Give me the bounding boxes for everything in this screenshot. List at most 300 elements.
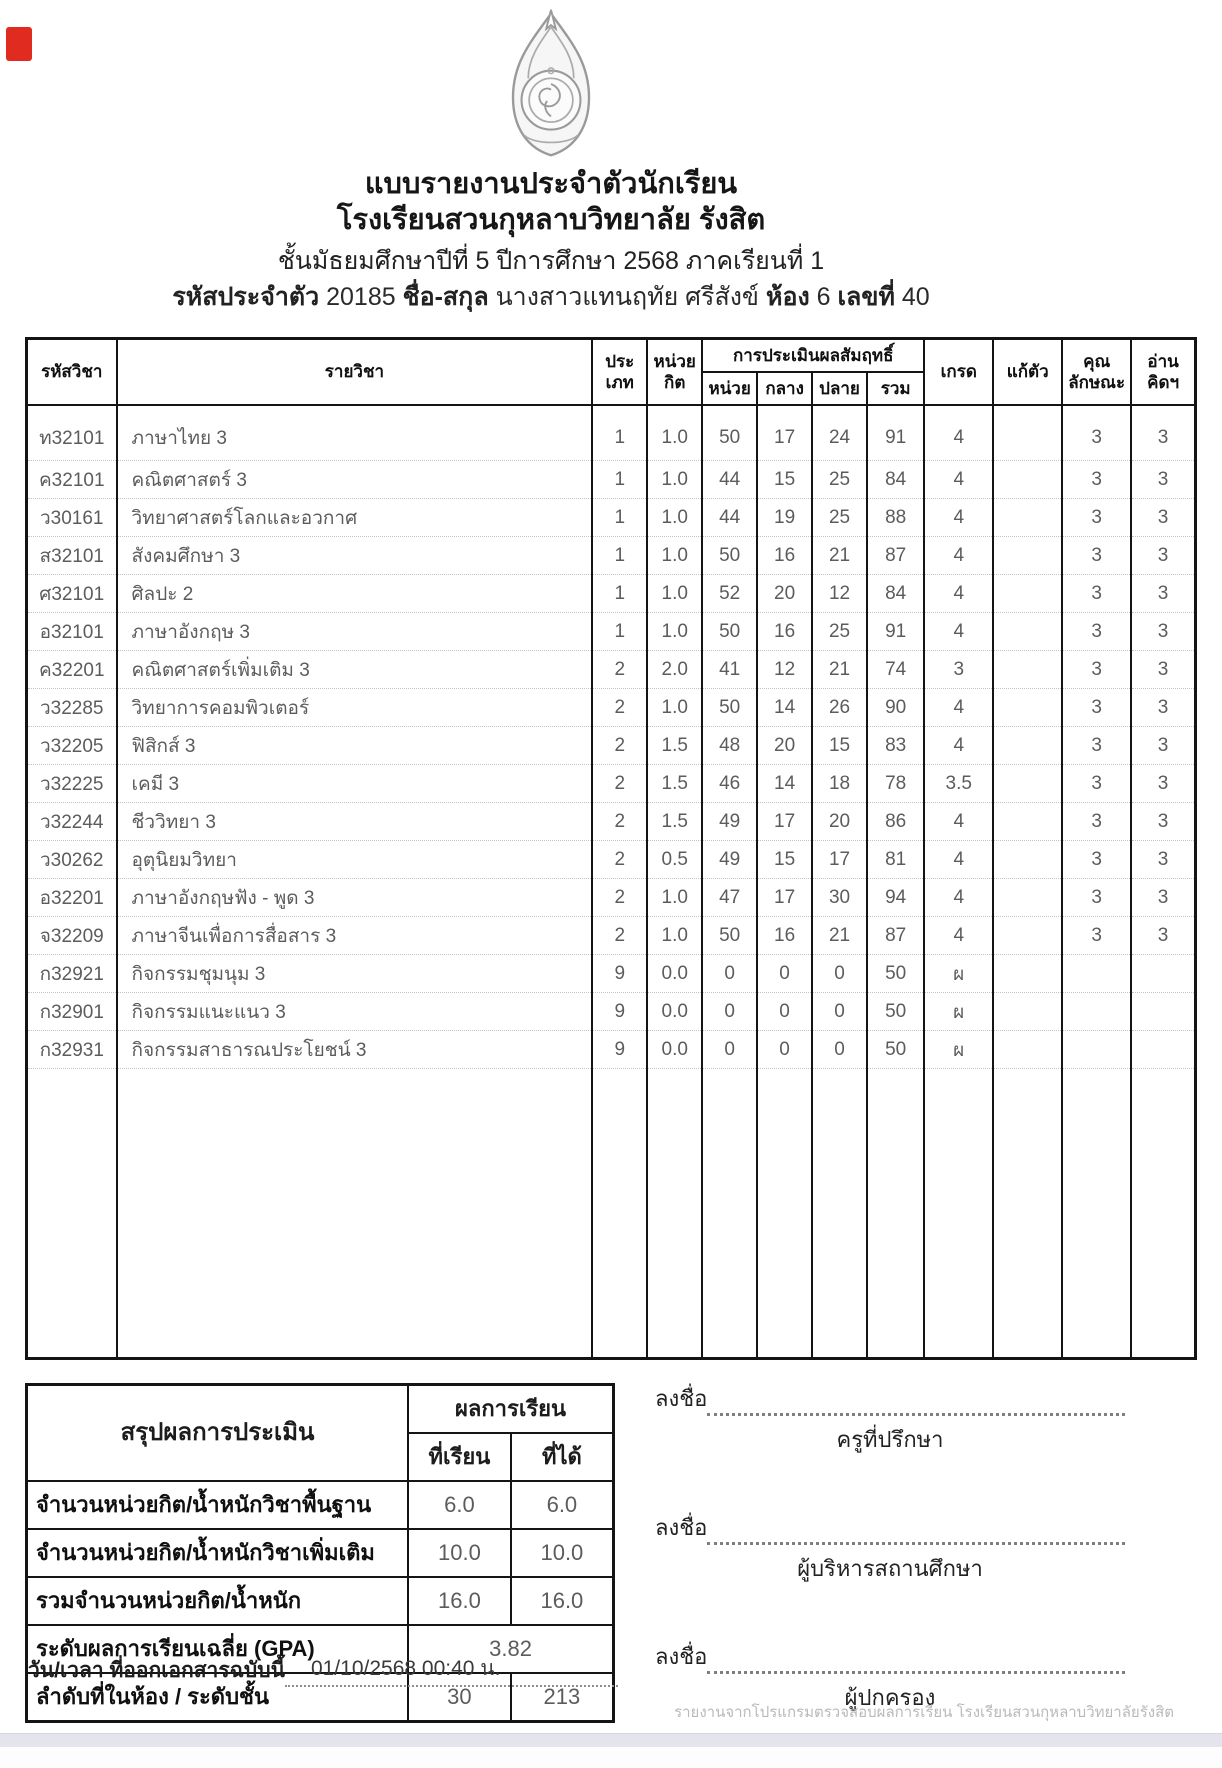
cell-credit: 1.0 (647, 917, 702, 955)
filler-cell (757, 1069, 812, 1359)
cell-grade: 4 (924, 803, 993, 841)
room-label: ห้อง (765, 283, 810, 311)
cell-midterm-score: 0 (757, 993, 812, 1031)
table-row (27, 499, 1196, 537)
table-row (27, 765, 1196, 803)
cell-subject-name: สังคมศึกษา 3 (117, 537, 593, 575)
cell-type: 2 (592, 803, 647, 841)
cell-retake (993, 727, 1062, 765)
cell-retake (993, 879, 1062, 917)
cell-midterm-score: 14 (757, 765, 812, 803)
rank-label: ลำดับที่ในห้อง / ระดับชั้น (27, 1673, 409, 1722)
signature-line (655, 1639, 1125, 1674)
gpa-label: ระดับผลการเรียนเฉลี่ย (GPA) (27, 1625, 409, 1673)
issue-date-label: วัน/เวลา ที่ออกเอกสารฉบับนี้ (28, 1659, 285, 1682)
cell-subject-name: ศิลปะ 2 (117, 575, 593, 613)
cell-final-score: 12 (812, 575, 867, 613)
cell-subject-code: ก32921 (27, 955, 117, 993)
cell-final-score: 21 (812, 537, 867, 575)
cell-unit-score: 47 (702, 879, 757, 917)
cell-attribute (1062, 955, 1131, 993)
cell-total-score: 90 (867, 689, 924, 727)
cell-subject-name: ชีววิทยา 3 (117, 803, 593, 841)
student-id-label: รหัสประจำตัว (172, 283, 320, 311)
sign-label: ลงชื่อ (655, 1644, 708, 1669)
cell-subject-name: กิจกรรมชุมนุม 3 (117, 955, 593, 993)
cell-grade: 4 (924, 841, 993, 879)
col-header-reading-l1: อ่าน (1147, 351, 1179, 371)
cell-midterm-score: 14 (757, 689, 812, 727)
cell-reading: 3 (1131, 765, 1195, 803)
cell-attribute: 3 (1062, 575, 1131, 613)
cell-type: 2 (592, 765, 647, 803)
cell-type: 2 (592, 651, 647, 689)
cell-reading: 3 (1131, 689, 1195, 727)
report-header (0, 8, 1102, 314)
footer-note: รายงานจากโปรแกรมตรวจสอบผลการเรียน โรงเรียนสวนกุหลาบวิทยาลัยรังสิต (674, 1704, 1174, 1721)
signature-director (655, 1510, 1125, 1586)
cell-retake (993, 689, 1062, 727)
cell-subject-name: อุตุนิยมวิทยา (117, 841, 593, 879)
table-row (27, 537, 1196, 575)
cell-retake (993, 917, 1062, 955)
cell-total-score: 91 (867, 613, 924, 651)
cell-attribute: 3 (1062, 841, 1131, 879)
cell-subject-code: ท32101 (27, 405, 117, 461)
cell-final-score: 21 (812, 651, 867, 689)
table-row (27, 841, 1196, 879)
cell-credit: 0.0 (647, 1031, 702, 1069)
cell-subject-code: ส32101 (27, 537, 117, 575)
cell-retake (993, 405, 1062, 461)
cell-credit: 1.0 (647, 405, 702, 461)
cell-midterm-score: 19 (757, 499, 812, 537)
student-name-label: ชื่อ-สกุล (402, 283, 489, 311)
cell-grade: 3.5 (924, 765, 993, 803)
signature-role: ผู้ปกครอง (844, 1685, 936, 1710)
cell-type: 2 (592, 689, 647, 727)
cell-midterm-score: 0 (757, 1031, 812, 1069)
cell-unit-score: 49 (702, 803, 757, 841)
cell-grade: 4 (924, 499, 993, 537)
cell-reading: 3 (1131, 461, 1195, 499)
issue-date-line (28, 1652, 618, 1687)
cell-attribute: 3 (1062, 879, 1131, 917)
cell-subject-name: วิทยาศาสตร์โลกและอวกาศ (117, 499, 593, 537)
col-header-type-l2: เภท (605, 373, 634, 392)
cell-unit-score: 50 (702, 689, 757, 727)
cell-retake (993, 613, 1062, 651)
signature-advisor (655, 1381, 1125, 1457)
cell-final-score: 21 (812, 917, 867, 955)
signature-dotted-line (707, 1518, 1125, 1545)
cell-subject-code: ว32244 (27, 803, 117, 841)
cell-total-score: 83 (867, 727, 924, 765)
cell-total-score: 50 (867, 993, 924, 1031)
grades-table (25, 337, 1197, 1360)
cell-type: 2 (592, 917, 647, 955)
cell-subject-code: ว30262 (27, 841, 117, 879)
room-rank-value: 30 (408, 1673, 511, 1722)
cell-total-score: 84 (867, 461, 924, 499)
cell-attribute: 3 (1062, 461, 1131, 499)
cell-grade: 4 (924, 405, 993, 461)
cell-subject-code: ว32285 (27, 689, 117, 727)
summary-label: จำนวนหน่วยกิต/น้ำหนักวิชาพื้นฐาน (27, 1481, 409, 1529)
cell-midterm-score: 12 (757, 651, 812, 689)
cell-reading: 3 (1131, 841, 1195, 879)
cell-retake (993, 955, 1062, 993)
cell-final-score: 20 (812, 803, 867, 841)
summary-title: สรุปผลการประเมิน (27, 1385, 409, 1482)
filler-cell (867, 1069, 924, 1359)
filler-cell (993, 1069, 1062, 1359)
signature-role: ผู้บริหารสถานศึกษา (797, 1556, 983, 1581)
cell-grade: 4 (924, 461, 993, 499)
table-row (27, 917, 1196, 955)
table-row (27, 405, 1196, 461)
filler-cell (647, 1069, 702, 1359)
cell-attribute: 3 (1062, 651, 1131, 689)
cell-type: 1 (592, 613, 647, 651)
cell-midterm-score: 20 (757, 727, 812, 765)
cell-total-score: 91 (867, 405, 924, 461)
cell-type: 1 (592, 499, 647, 537)
cell-subject-name: ภาษาไทย 3 (117, 405, 593, 461)
cell-retake (993, 765, 1062, 803)
cell-credit: 2.0 (647, 651, 702, 689)
cell-attribute: 3 (1062, 499, 1131, 537)
cell-reading: 3 (1131, 803, 1195, 841)
cell-retake (993, 993, 1062, 1031)
cell-unit-score: 50 (702, 917, 757, 955)
cell-credit: 1.5 (647, 727, 702, 765)
table-row (27, 1031, 1196, 1069)
cell-retake (993, 1031, 1062, 1069)
cell-subject-code: ก32901 (27, 993, 117, 1031)
cell-midterm-score: 16 (757, 613, 812, 651)
cell-reading (1131, 993, 1195, 1031)
summary-earned-value: 16.0 (511, 1577, 614, 1625)
cell-total-score: 50 (867, 955, 924, 993)
cell-midterm-score: 16 (757, 917, 812, 955)
cell-subject-name: ภาษาอังกฤษฟัง - พูด 3 (117, 879, 593, 917)
cell-subject-code: อ32201 (27, 879, 117, 917)
cell-total-score: 87 (867, 917, 924, 955)
cell-grade: 4 (924, 879, 993, 917)
cell-credit: 1.0 (647, 613, 702, 651)
table-row (27, 727, 1196, 765)
sign-label: ลงชื่อ (655, 1515, 708, 1540)
cell-credit: 1.0 (647, 537, 702, 575)
seat-number-label: เลขที่ (837, 283, 895, 311)
col-header-type-l1: ประ (605, 351, 635, 371)
cell-credit: 1.0 (647, 575, 702, 613)
filler-cell (117, 1069, 593, 1359)
table-row (27, 461, 1196, 499)
cell-final-score: 24 (812, 405, 867, 461)
cell-reading: 3 (1131, 879, 1195, 917)
cell-midterm-score: 0 (757, 955, 812, 993)
cell-grade: 3 (924, 651, 993, 689)
cell-credit: 1.5 (647, 803, 702, 841)
cell-grade: 4 (924, 575, 993, 613)
cell-grade: ผ (924, 993, 993, 1031)
cell-final-score: 15 (812, 727, 867, 765)
filler-cell (702, 1069, 757, 1359)
cell-retake (993, 537, 1062, 575)
cell-unit-score: 44 (702, 461, 757, 499)
cell-final-score: 25 (812, 499, 867, 537)
seat-number-value: 40 (901, 283, 930, 311)
cell-unit-score: 0 (702, 1031, 757, 1069)
cell-subject-code: จ32209 (27, 917, 117, 955)
col-header-reading-l2: คิดฯ (1147, 373, 1180, 392)
cell-reading: 3 (1131, 405, 1195, 461)
cell-attribute (1062, 1031, 1131, 1069)
cell-final-score: 18 (812, 765, 867, 803)
grades-body (27, 405, 1196, 1359)
col-header-retake: แก้ตัว (993, 339, 1062, 406)
class-line: ชั้นมัธยมศึกษาปีที่ 5 ปีการศึกษา 2568 ภาคเรียนที่ 1 (277, 246, 825, 275)
cell-final-score: 0 (812, 1031, 867, 1069)
summary-earned-value: 10.0 (511, 1529, 614, 1577)
cell-credit: 0.0 (647, 955, 702, 993)
cell-attribute: 3 (1062, 613, 1131, 651)
summary-col-enrolled: ที่เรียน (408, 1433, 511, 1481)
cell-reading (1131, 955, 1195, 993)
cell-subject-code: ว32225 (27, 765, 117, 803)
cell-final-score: 25 (812, 613, 867, 651)
cell-midterm-score: 15 (757, 841, 812, 879)
cell-credit: 1.0 (647, 461, 702, 499)
cell-type: 9 (592, 955, 647, 993)
cell-type: 1 (592, 461, 647, 499)
cell-attribute: 3 (1062, 689, 1131, 727)
cell-final-score: 25 (812, 461, 867, 499)
cell-unit-score: 50 (702, 613, 757, 651)
cell-total-score: 84 (867, 575, 924, 613)
table-row (27, 651, 1196, 689)
cell-retake (993, 803, 1062, 841)
filler-cell (924, 1069, 993, 1359)
cell-type: 9 (592, 1031, 647, 1069)
cell-unit-score: 52 (702, 575, 757, 613)
summary-col-earned: ที่ได้ (511, 1433, 614, 1481)
cell-credit: 1.5 (647, 765, 702, 803)
cell-unit-score: 41 (702, 651, 757, 689)
col-header-type (592, 339, 647, 406)
cell-credit: 0.5 (647, 841, 702, 879)
cell-midterm-score: 17 (757, 405, 812, 461)
cell-attribute: 3 (1062, 727, 1131, 765)
summary-row-basic (27, 1481, 614, 1529)
school-crest-icon (503, 8, 599, 160)
cell-midterm-score: 16 (757, 537, 812, 575)
cell-unit-score: 0 (702, 993, 757, 1031)
cell-credit: 0.0 (647, 993, 702, 1031)
cell-subject-code: ค32201 (27, 651, 117, 689)
table-row (27, 613, 1196, 651)
cell-subject-code: ว30161 (27, 499, 117, 537)
cell-type: 9 (592, 993, 647, 1031)
student-id-value: 20185 (326, 283, 396, 311)
signature-line (655, 1510, 1125, 1545)
filler-cell (1131, 1069, 1195, 1359)
cell-grade: 4 (924, 689, 993, 727)
col-header-attribute (1062, 339, 1131, 406)
cell-subject-name: กิจกรรมแนะแนว 3 (117, 993, 593, 1031)
cell-subject-code: อ32101 (27, 613, 117, 651)
table-row (27, 689, 1196, 727)
filler-cell (27, 1069, 117, 1359)
cell-type: 2 (592, 841, 647, 879)
summary-enrolled-value: 16.0 (408, 1577, 511, 1625)
cell-retake (993, 499, 1062, 537)
cell-final-score: 26 (812, 689, 867, 727)
col-header-assessment-total: รวม (867, 372, 924, 405)
cell-subject-code: ศ32101 (27, 575, 117, 613)
cell-reading: 3 (1131, 651, 1195, 689)
cell-subject-code: ก32931 (27, 1031, 117, 1069)
cell-unit-score: 46 (702, 765, 757, 803)
cell-final-score: 17 (812, 841, 867, 879)
summary-earned-value: 6.0 (511, 1481, 614, 1529)
cell-midterm-score: 17 (757, 803, 812, 841)
cell-subject-name: ภาษาจีนเพื่อการสื่อสาร 3 (117, 917, 593, 955)
cell-grade: 4 (924, 727, 993, 765)
level-rank-value: 213 (511, 1673, 614, 1722)
cell-grade: ผ (924, 1031, 993, 1069)
filler-cell (592, 1069, 647, 1359)
cell-subject-code: ว32205 (27, 727, 117, 765)
report-title: แบบรายงานประจำตัวนักเรียน (364, 168, 738, 200)
cell-subject-code: ค32101 (27, 461, 117, 499)
col-header-assessment-mid: กลาง (757, 372, 812, 405)
cell-unit-score: 50 (702, 405, 757, 461)
bottom-bar (0, 1733, 1222, 1747)
table-row (27, 993, 1196, 1031)
cell-total-score: 86 (867, 803, 924, 841)
summary-label: จำนวนหน่วยกิต/น้ำหนักวิชาเพิ่มเติม (27, 1529, 409, 1577)
cell-unit-score: 49 (702, 841, 757, 879)
signature-line (655, 1381, 1125, 1416)
cell-reading: 3 (1131, 613, 1195, 651)
cell-total-score: 81 (867, 841, 924, 879)
summary-enrolled-value: 6.0 (408, 1481, 511, 1529)
room-value: 6 (816, 283, 831, 311)
cell-reading: 3 (1131, 537, 1195, 575)
cell-unit-score: 0 (702, 955, 757, 993)
cell-reading: 3 (1131, 727, 1195, 765)
cell-grade: 4 (924, 917, 993, 955)
cell-final-score: 0 (812, 955, 867, 993)
cell-midterm-score: 15 (757, 461, 812, 499)
cell-midterm-score: 17 (757, 879, 812, 917)
filler-cell (812, 1069, 867, 1359)
cell-total-score: 78 (867, 765, 924, 803)
cell-subject-name: ฟิสิกส์ 3 (117, 727, 593, 765)
col-header-credit-l1: หน่วย (653, 351, 696, 371)
cell-credit: 1.0 (647, 689, 702, 727)
table-row (27, 575, 1196, 613)
cell-final-score: 0 (812, 993, 867, 1031)
cell-reading (1131, 1031, 1195, 1069)
cell-grade: 4 (924, 537, 993, 575)
student-name-value: นางสาวแทนฤทัย ศรีสังข์ (495, 283, 760, 311)
col-header-subject: รายวิชา (117, 339, 593, 406)
sign-label: ลงชื่อ (655, 1386, 708, 1411)
col-header-assessment-final: ปลาย (812, 372, 867, 405)
cell-attribute: 3 (1062, 537, 1131, 575)
cell-reading: 3 (1131, 917, 1195, 955)
cell-midterm-score: 20 (757, 575, 812, 613)
summary-row-additional (27, 1529, 614, 1577)
col-header-code: รหัสวิชา (27, 339, 117, 406)
cell-retake (993, 461, 1062, 499)
cell-retake (993, 651, 1062, 689)
cell-subject-name: ภาษาอังกฤษ 3 (117, 613, 593, 651)
col-header-reading (1131, 339, 1195, 406)
summary-row-total (27, 1577, 614, 1625)
signature-dotted-line (707, 1389, 1125, 1416)
col-header-credit-l2: กิต (664, 373, 686, 392)
cell-unit-score: 50 (702, 537, 757, 575)
cell-type: 2 (592, 879, 647, 917)
cell-attribute (1062, 993, 1131, 1031)
cell-total-score: 87 (867, 537, 924, 575)
cell-reading: 3 (1131, 499, 1195, 537)
col-header-attribute-l1: คุณ (1083, 351, 1111, 371)
cell-total-score: 74 (867, 651, 924, 689)
cell-subject-name: วิทยาการคอมพิวเตอร์ (117, 689, 593, 727)
cell-attribute: 3 (1062, 405, 1131, 461)
summary-result-header: ผลการเรียน (408, 1385, 613, 1434)
cell-final-score: 30 (812, 879, 867, 917)
cell-reading: 3 (1131, 575, 1195, 613)
filler-cell (1062, 1069, 1131, 1359)
cell-attribute: 3 (1062, 765, 1131, 803)
cell-total-score: 94 (867, 879, 924, 917)
cell-subject-name: กิจกรรมสาธารณประโยชน์ 3 (117, 1031, 593, 1069)
cell-retake (993, 841, 1062, 879)
cell-type: 1 (592, 405, 647, 461)
cell-attribute: 3 (1062, 803, 1131, 841)
cell-total-score: 88 (867, 499, 924, 537)
signature-role: ครูที่ปรึกษา (836, 1427, 944, 1452)
signature-dotted-line (707, 1647, 1125, 1674)
table-row (27, 955, 1196, 993)
cell-subject-name: เคมี 3 (117, 765, 593, 803)
table-row (27, 803, 1196, 841)
col-header-attribute-l2: ลักษณะ (1068, 373, 1126, 392)
summary-label: รวมจำนวนหน่วยกิต/น้ำหนัก (27, 1577, 409, 1625)
cell-grade: ผ (924, 955, 993, 993)
cell-type: 1 (592, 537, 647, 575)
gpa-value: 3.82 (408, 1625, 613, 1673)
cell-retake (993, 575, 1062, 613)
cell-credit: 1.0 (647, 499, 702, 537)
col-header-assessment-unit: หน่วย (702, 372, 757, 405)
cell-grade: 4 (924, 613, 993, 651)
student-line (0, 281, 1102, 314)
grades-filler-row (27, 1069, 1196, 1359)
school-name: โรงเรียนสวนกุหลาบวิทยาลัย รังสิต (336, 204, 766, 237)
col-header-credit (647, 339, 702, 406)
cell-type: 2 (592, 727, 647, 765)
cell-total-score: 50 (867, 1031, 924, 1069)
col-header-assessment-group: การประเมินผลสัมฤทธิ์ (702, 339, 924, 373)
